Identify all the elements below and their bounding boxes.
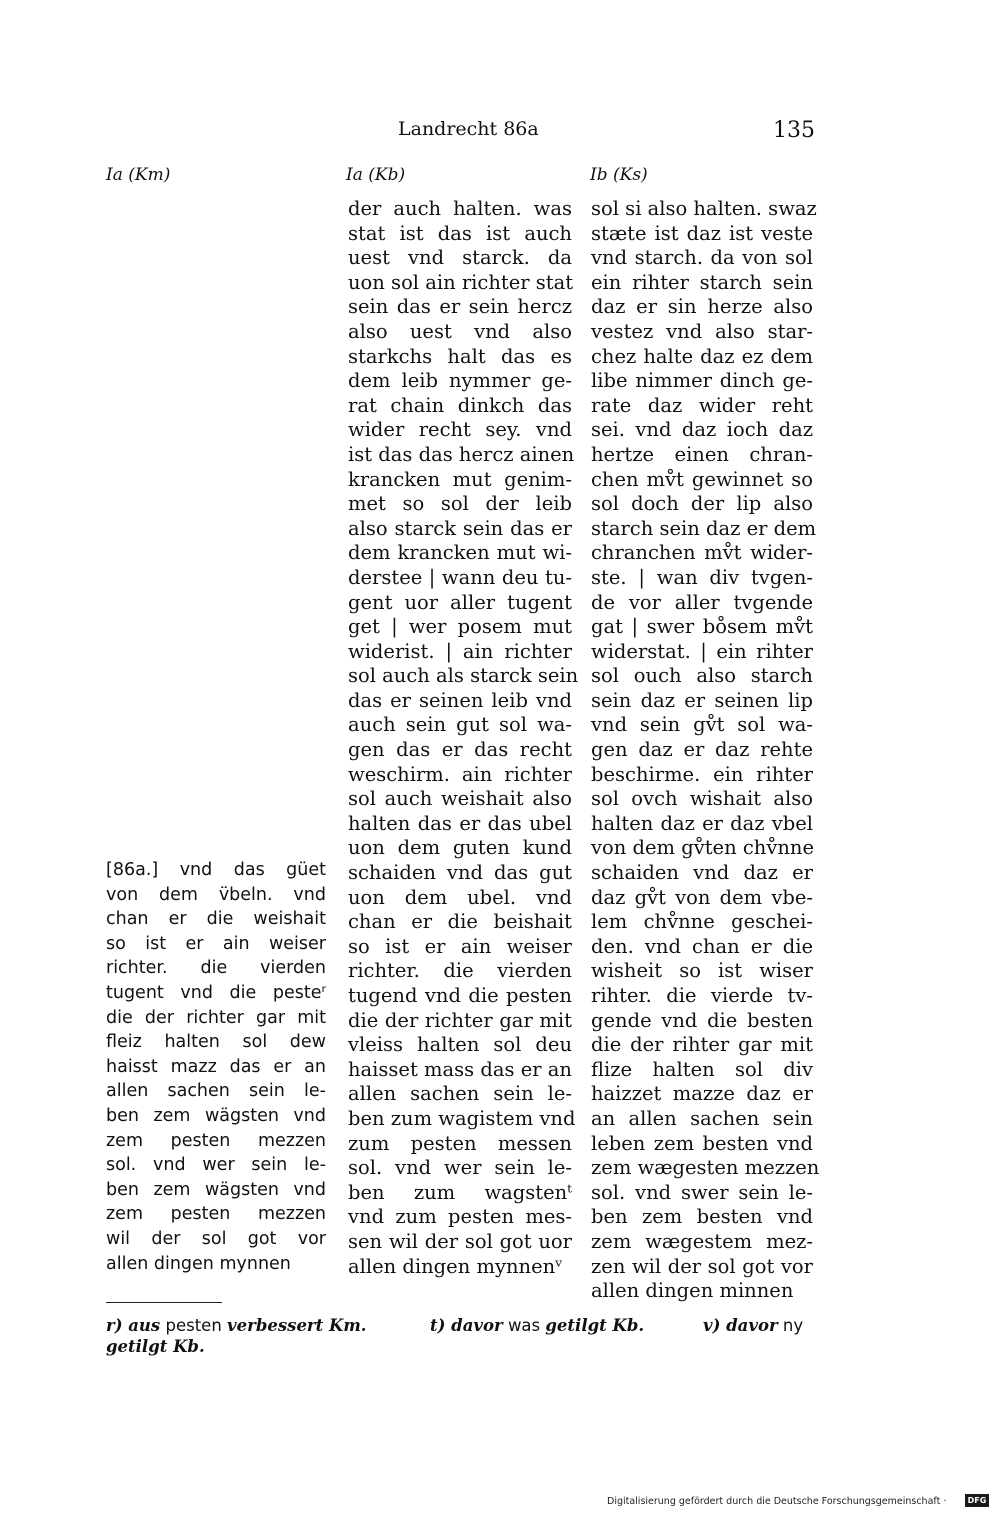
text-line: vleiss halten sol deu	[348, 1033, 572, 1057]
text-line: stat ist das ist auch	[348, 221, 572, 245]
text-line: also uest vnd also	[348, 319, 572, 343]
column-heading-ks: Ib (Ks)	[590, 165, 648, 185]
text-line: rate daz wider reht	[591, 393, 813, 417]
text-line: beschirme. ein rihter	[591, 762, 813, 786]
text-line: get | wer posem mut	[348, 615, 572, 639]
text-line: ben zem besten vnd	[591, 1205, 813, 1229]
text-line: haisst mazz das er an	[106, 1056, 326, 1077]
text-line: wisheit so ist wiser	[591, 959, 813, 983]
text-line: allen sachen sein le-	[348, 1082, 572, 1106]
text-line: gent uor aller tugent	[348, 590, 572, 614]
text-line: wil der sol got vor	[106, 1228, 326, 1249]
text-line: auch sein gut sol wa-	[348, 713, 572, 737]
text-line: sol auch als starck sein	[348, 664, 579, 688]
text-line: zem pesten mezzen	[106, 1204, 326, 1225]
text-line: libe nimmer dinch ge-	[591, 369, 813, 393]
page-number: 135	[773, 118, 815, 143]
text-line: gat | swer bo̊sem mv̊t	[591, 615, 813, 639]
text-line: sol si also halten. swaz	[591, 197, 817, 220]
text-line: halten das er das ubel	[348, 811, 572, 835]
text-line: de vor aller tvgende	[591, 590, 813, 614]
text-line: met so sol der leib	[348, 492, 572, 516]
footnote-r	[106, 1315, 367, 1357]
text-line: gende vnd die besten	[591, 1008, 813, 1032]
text-line: sol auch weishait also	[348, 787, 572, 811]
text-line: ben zum wagistem vnd	[348, 1106, 576, 1130]
text-line: ben zem wägsten vnd	[106, 1179, 326, 1200]
text-line: sol doch der lip also	[591, 492, 813, 516]
text-line: chez halte daz ez dem	[591, 344, 813, 368]
text-line: zem wægesten mezzen	[591, 1156, 820, 1180]
text-line: chan er die weishait	[106, 909, 326, 930]
text-line: allen dingen mynnen	[106, 1253, 291, 1274]
text-line: an allen sachen sein	[591, 1106, 813, 1130]
text-line: daz er sin herze also	[591, 295, 813, 319]
text-line: von dem gv̊ten chv̊nne	[591, 836, 815, 860]
text-line: starch sein daz er dem	[591, 516, 817, 540]
text-line: also starck sein das er	[348, 516, 572, 540]
text-line: ist das das hercz ainen	[348, 442, 575, 466]
dfg-logo: DFG	[965, 1494, 989, 1507]
text-line: zum pesten messen	[348, 1131, 572, 1155]
column-heading-km: Ia (Km)	[106, 165, 171, 185]
text-line: hertze einen chran-	[591, 442, 813, 466]
footnote-t-tail: getilgt Kb.	[545, 1316, 645, 1335]
text-line: vestez vnd also star-	[591, 319, 813, 343]
text-line: sein das er sein hercz	[348, 295, 572, 319]
text-line: dem leib nymmer ge-	[348, 369, 572, 393]
text-line: vnd starch. da von sol	[591, 246, 813, 270]
text-line: dem krancken mut wi-	[348, 541, 572, 565]
text-line: uon dem ubel. vnd	[348, 885, 572, 909]
text-line: krancken mut genim-	[348, 467, 572, 491]
footnote-r-continuation: getilgt Kb.	[106, 1337, 205, 1356]
column-heading-kb: Ia (Kb)	[346, 165, 406, 185]
running-header-title: Landrecht 86a	[398, 118, 539, 140]
text-line: vnd zum pesten mes-	[348, 1205, 572, 1229]
text-line: sein daz er seinen lip	[591, 688, 813, 712]
text-line: leben zem besten vnd	[591, 1131, 813, 1155]
text-line: von dem v̈beln. vnd	[106, 884, 326, 905]
text-line: sol ovch wishait also	[591, 787, 813, 811]
text-line: der auch halten. was	[348, 197, 572, 220]
text-line: sol. vnd wer sein le-	[348, 1156, 572, 1180]
footnote-separator	[106, 1302, 222, 1303]
text-line: so ist er ain weiser	[106, 933, 326, 954]
footnote-v-word: ny	[782, 1316, 804, 1335]
column-kb-text	[348, 197, 579, 1279]
text-line: das er seinen leib vnd	[348, 688, 572, 712]
footnote-r-word: pesten	[165, 1316, 222, 1335]
text-line: die der richter gar mit	[106, 1007, 326, 1028]
text-line: ben zum wagstenᵗ	[348, 1180, 572, 1204]
text-line: schaiden vnd daz er	[591, 861, 813, 885]
text-line: wider recht sey. vnd	[348, 418, 572, 442]
column-ks-text	[591, 197, 820, 1304]
text-line: gen das er das recht	[348, 738, 572, 762]
text-line: widerstat. | ein rihter	[591, 639, 813, 663]
text-line: derstee | wann deu tu-	[348, 565, 572, 589]
text-line: fleiz halten sol dew	[106, 1032, 326, 1053]
text-line: uon dem guten kund	[348, 836, 572, 860]
footnote-t-word: was	[507, 1316, 541, 1335]
text-line: chan er die beishait	[348, 910, 572, 934]
text-line: richter. die vierden	[348, 959, 572, 983]
text-line: lem chv̊nne geschei-	[591, 910, 813, 934]
text-line: sei. vnd daz ioch daz	[591, 418, 813, 442]
text-line: den. vnd chan er die	[591, 934, 813, 958]
text-line: sol. vnd swer sein le-	[591, 1180, 813, 1204]
text-line: allen sachen sein le-	[106, 1081, 326, 1102]
text-line: so ist er ain weiser	[348, 934, 572, 958]
footnote-r-tail: verbessert Km.	[227, 1316, 367, 1335]
text-line: rihter. die vierde tv-	[591, 984, 813, 1007]
text-line: ste. | wan div tvgen-	[591, 565, 813, 589]
footnote-v-lead: v) davor	[703, 1316, 778, 1335]
text-line: haizzet mazze daz er	[591, 1082, 813, 1106]
footnote-t	[430, 1315, 644, 1336]
text-line: uon sol ain richter stat	[348, 270, 574, 294]
text-line: haisset mass das er an	[348, 1057, 572, 1081]
text-line: halten daz er daz vbel	[591, 811, 813, 835]
text-line: daz gv̊t von dem vbe-	[591, 885, 813, 909]
text-line: weschirm. ain richter	[348, 762, 572, 786]
text-line: allen dingen mynnenᵛ	[348, 1254, 563, 1278]
digitization-credit: Digitalisierung gefördert durch die Deutsche Forschungsgemeinschaft ·	[607, 1496, 947, 1507]
text-line: widerist. | ain richter	[348, 639, 572, 663]
text-line: gen daz er daz rehte	[591, 738, 813, 762]
text-line: sol ouch also starch	[591, 664, 813, 688]
text-line: chranchen mv̊t wider-	[591, 541, 813, 565]
text-line: rat chain dinkch das	[348, 393, 572, 417]
text-line: uest vnd starck. da	[348, 246, 572, 270]
text-line: die der richter gar mit	[348, 1008, 572, 1032]
text-line: [86a.] vnd das güet	[106, 860, 326, 880]
text-line: zem wægestem mez-	[591, 1229, 813, 1253]
text-line: sol. vnd wer sein le-	[106, 1155, 326, 1176]
text-line: sen wil der sol got uor	[348, 1229, 572, 1253]
column-km-text	[106, 858, 326, 1276]
footnote-t-lead: t) davor	[430, 1316, 503, 1335]
text-line: chen mv̊t gewinnet so	[591, 467, 813, 491]
text-line: zem pesten mezzen	[106, 1130, 326, 1151]
text-line: vnd sein gv̊t sol wa-	[591, 713, 813, 737]
text-line: zen wil der sol got vor	[591, 1254, 813, 1278]
text-line: starkchs halt das es	[348, 344, 572, 368]
text-line: schaiden vnd das gut	[348, 861, 572, 885]
footnote-v	[703, 1315, 803, 1336]
text-line: ben zem wägsten vnd	[106, 1105, 326, 1126]
text-line: tugend vnd die pesten	[348, 984, 572, 1007]
text-line: allen dingen minnen	[591, 1279, 794, 1303]
text-line: ein rihter starch sein	[591, 270, 813, 294]
text-line: flize halten sol div	[591, 1057, 813, 1081]
footnote-r-lead: r) aus	[106, 1316, 161, 1335]
text-line: tugent vnd die pesteʳ	[106, 982, 326, 1003]
text-line: richter. die vierden	[106, 958, 326, 979]
text-line: stæte ist daz ist veste	[591, 221, 813, 245]
text-line: die der rihter gar mit	[591, 1033, 813, 1057]
